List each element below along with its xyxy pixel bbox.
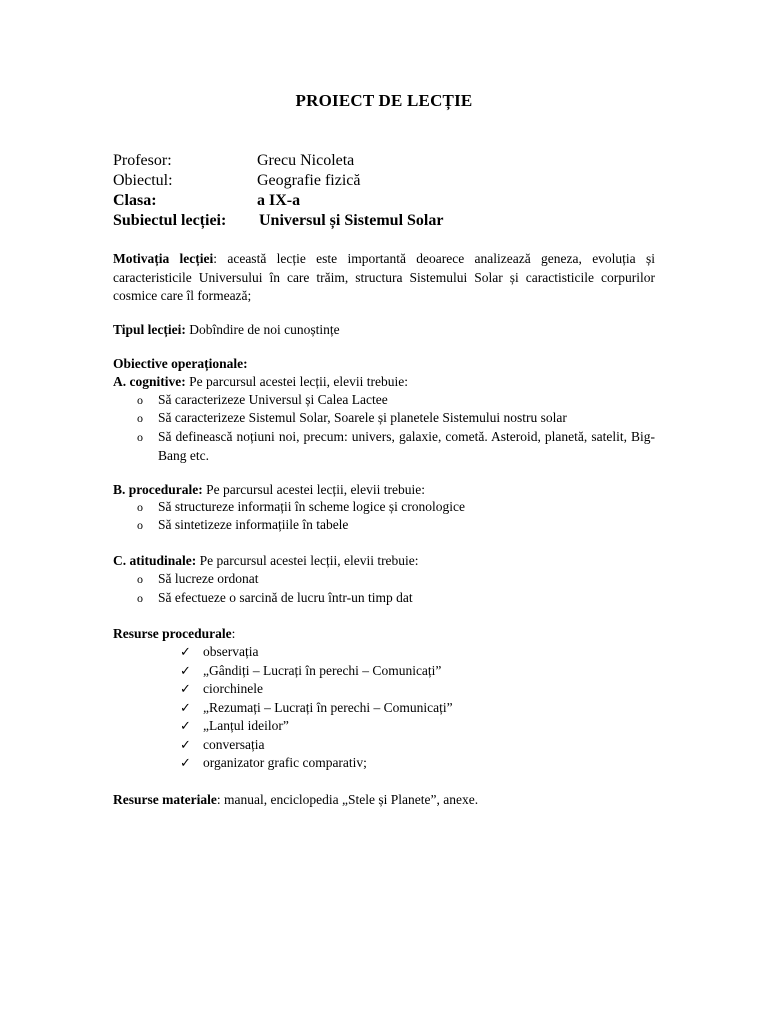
list-item: „Lanțul ideilor” — [203, 718, 289, 733]
bullet-icon: o — [137, 591, 143, 605]
procedural-intro — [113, 481, 425, 500]
cognitive-intro-text: Pe parcursul acestei lecții, elevii trebuie: — [185, 374, 409, 389]
list-item: Să sintetizeze informațiile în tabele — [158, 517, 349, 532]
checkmark-icon: ✓ — [180, 663, 191, 678]
material-resources-label: Resurse materiale — [113, 792, 217, 807]
list-item: observația — [203, 644, 259, 659]
attitudinal-intro — [113, 552, 419, 571]
list-item: Să structureze informații în scheme logice și cronologice — [158, 499, 466, 514]
list-item: Să definească noțiuni noi, precum: univers, galaxie, cometă. Asteroid, planetă, satelit, Big-Bang etc. — [158, 429, 655, 463]
procedural-intro-text: Pe parcursul acestei lecții, elevii trebuie: — [202, 482, 426, 497]
bullet-icon: o — [137, 430, 143, 444]
lesson-type-text: Dobîndire de noi cunoștințe — [185, 322, 340, 337]
procedural-resources-heading — [113, 625, 235, 644]
meta-label: Profesor: — [113, 152, 172, 169]
material-resources — [113, 791, 478, 810]
attitudinal-label: C. atitudinale: — [113, 553, 197, 568]
motivation-label: Motivația lecției — [113, 251, 214, 266]
motivation-paragraph — [113, 250, 655, 306]
list-item: „Gândiți – Lucrați în perechi – Comunicați” — [203, 663, 442, 678]
objectives-heading: Obiective operaționale: — [113, 356, 248, 371]
meta-value: Grecu Nicoleta — [257, 152, 355, 169]
checkmark-icon: ✓ — [180, 681, 191, 696]
checkmark-icon: ✓ — [180, 755, 191, 770]
bullet-icon: o — [137, 500, 143, 514]
checkmark-icon: ✓ — [180, 737, 191, 752]
motivation-text: : această lecție este importantă deoarece analizează geneza, evoluția și caracteristicile Universului în care trăim, structura Sistemului Solar și caractisticile corpurilor cosmice care îl formează; — [113, 251, 655, 303]
checkmark-icon: ✓ — [180, 644, 191, 659]
cognitive-intro — [113, 373, 408, 392]
meta-value: Geografie fizică — [257, 172, 361, 189]
bullet-icon: o — [137, 393, 143, 407]
procedural-resources-suffix: : — [231, 626, 236, 641]
bullet-icon: o — [137, 572, 143, 586]
meta-label: Clasa: — [113, 192, 157, 209]
meta-value: a IX-a — [257, 192, 301, 209]
cognitive-label: A. cognitive: — [113, 374, 186, 389]
bullet-icon: o — [137, 518, 143, 532]
list-item: Să caracterizeze Sistemul Solar, Soarele și planetele Sistemului nostru solar — [158, 410, 567, 425]
list-item: Să caracterizeze Universul și Calea Lactee — [158, 392, 388, 407]
procedural-resources-label: Resurse procedurale — [113, 626, 232, 641]
list-item: Să efectueze o sarcină de lucru într-un timp dat — [158, 590, 413, 605]
meta-label: Obiectul: — [113, 172, 173, 189]
lesson-type — [113, 321, 340, 340]
list-item: „Rezumați – Lucrați în perechi – Comunicați” — [203, 700, 453, 715]
list-item: organizator grafic comparativ; — [203, 755, 367, 770]
attitudinal-intro-text: Pe parcursul acestei lecții, elevii trebuie: — [196, 553, 419, 568]
bullet-icon: o — [137, 411, 143, 425]
meta-value: Universul și Sistemul Solar — [259, 212, 444, 229]
checkmark-icon: ✓ — [180, 700, 191, 715]
list-item: ciorchinele — [203, 681, 263, 696]
procedural-label: B. procedurale: — [113, 482, 203, 497]
page-title: PROIECT DE LECȚIE — [295, 91, 473, 110]
lesson-type-label: Tipul lecției: — [113, 322, 186, 337]
checkmark-icon: ✓ — [180, 718, 191, 733]
meta-label: Subiectul lecției: — [113, 212, 227, 229]
material-resources-text: : manual, enciclopedia „Stele și Planete”, anexe. — [216, 792, 479, 807]
list-item: conversația — [203, 737, 265, 752]
list-item: Să lucreze ordonat — [158, 571, 259, 586]
